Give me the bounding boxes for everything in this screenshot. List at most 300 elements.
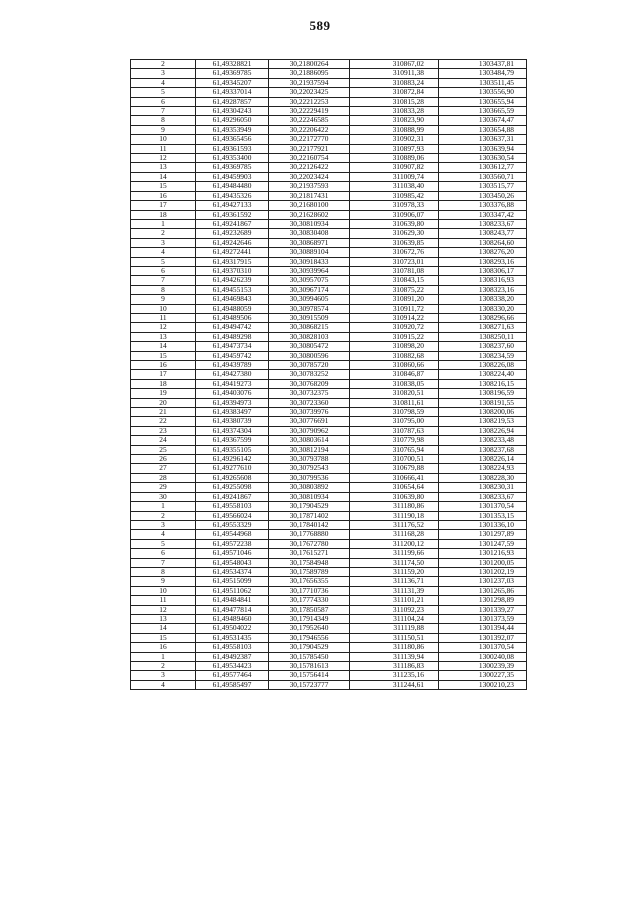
x-coordinate-cell: 310639,80: [350, 219, 439, 228]
longitude-cell: 30,30732375: [269, 389, 350, 398]
y-coordinate-cell: 1300239,39: [439, 662, 527, 671]
latitude-cell: 61,49242646: [196, 238, 269, 247]
x-coordinate-cell: 310883,24: [350, 78, 439, 87]
table-row: [131, 633, 527, 642]
point-number-cell: 17: [131, 370, 196, 379]
point-number-cell: 12: [131, 154, 196, 163]
point-number-cell: 16: [131, 643, 196, 652]
x-coordinate-cell: 310902,31: [350, 135, 439, 144]
y-coordinate-cell: 1308224,93: [439, 464, 527, 473]
point-number-cell: 11: [131, 596, 196, 605]
x-coordinate-cell: 311150,51: [350, 633, 439, 642]
point-number-cell: 5: [131, 257, 196, 266]
point-number-cell: 2: [131, 662, 196, 671]
table-row: [131, 332, 527, 341]
x-coordinate-cell: 310872,84: [350, 88, 439, 97]
latitude-cell: 61,49296142: [196, 455, 269, 464]
table-row: [131, 135, 527, 144]
point-number-cell: 7: [131, 107, 196, 116]
y-coordinate-cell: 1308276,20: [439, 248, 527, 257]
table-row: [131, 342, 527, 351]
latitude-cell: 61,49494742: [196, 323, 269, 332]
y-coordinate-cell: 1303556,90: [439, 88, 527, 97]
point-number-cell: 12: [131, 605, 196, 614]
point-number-cell: 1: [131, 502, 196, 511]
x-coordinate-cell: 311104,24: [350, 614, 439, 623]
table-row: [131, 351, 527, 360]
latitude-cell: 61,49296050: [196, 116, 269, 125]
x-coordinate-cell: 310639,85: [350, 238, 439, 247]
longitude-cell: 30,15723777: [269, 680, 350, 689]
latitude-cell: 61,49488059: [196, 304, 269, 313]
point-number-cell: 24: [131, 436, 196, 445]
longitude-cell: 30,30723360: [269, 398, 350, 407]
y-coordinate-cell: 1308233,67: [439, 492, 527, 501]
longitude-cell: 30,21680100: [269, 201, 350, 210]
point-number-cell: 5: [131, 88, 196, 97]
latitude-cell: 61,49489460: [196, 614, 269, 623]
latitude-cell: 61,49361593: [196, 144, 269, 153]
longitude-cell: 30,17774330: [269, 596, 350, 605]
point-number-cell: 18: [131, 379, 196, 388]
coordinates-table: [130, 59, 527, 690]
longitude-cell: 30,30803892: [269, 483, 350, 492]
latitude-cell: 61,49353949: [196, 125, 269, 134]
point-number-cell: 4: [131, 530, 196, 539]
table-row: [131, 436, 527, 445]
y-coordinate-cell: 1308323,16: [439, 285, 527, 294]
y-coordinate-cell: 1303437,81: [439, 60, 527, 69]
longitude-cell: 30,17914349: [269, 614, 350, 623]
x-coordinate-cell: 310911,72: [350, 304, 439, 313]
point-number-cell: 15: [131, 351, 196, 360]
x-coordinate-cell: 311101,21: [350, 596, 439, 605]
y-coordinate-cell: 1308293,16: [439, 257, 527, 266]
latitude-cell: 61,49504022: [196, 624, 269, 633]
x-coordinate-cell: 311199,66: [350, 549, 439, 558]
latitude-cell: 61,49328821: [196, 60, 269, 69]
longitude-cell: 30,30978574: [269, 304, 350, 313]
y-coordinate-cell: 1300227,35: [439, 671, 527, 680]
point-number-cell: 3: [131, 238, 196, 247]
y-coordinate-cell: 1303347,42: [439, 210, 527, 219]
y-coordinate-cell: 1303655,94: [439, 97, 527, 106]
longitude-cell: 30,17952640: [269, 624, 350, 633]
y-coordinate-cell: 1303376,88: [439, 201, 527, 210]
point-number-cell: 4: [131, 78, 196, 87]
x-coordinate-cell: 310787,63: [350, 426, 439, 435]
latitude-cell: 61,49534423: [196, 662, 269, 671]
y-coordinate-cell: 1300240,08: [439, 652, 527, 661]
x-coordinate-cell: 310779,98: [350, 436, 439, 445]
latitude-cell: 61,49544968: [196, 530, 269, 539]
x-coordinate-cell: 310875,22: [350, 285, 439, 294]
point-number-cell: 22: [131, 417, 196, 426]
table-row: [131, 596, 527, 605]
y-coordinate-cell: 1308264,60: [439, 238, 527, 247]
x-coordinate-cell: 311176,52: [350, 520, 439, 529]
table-row: [131, 125, 527, 134]
y-coordinate-cell: 1308330,20: [439, 304, 527, 313]
x-coordinate-cell: 310795,00: [350, 417, 439, 426]
longitude-cell: 30,17615271: [269, 549, 350, 558]
latitude-cell: 61,49374304: [196, 426, 269, 435]
y-coordinate-cell: 1308237,60: [439, 342, 527, 351]
y-coordinate-cell: 1301265,86: [439, 586, 527, 595]
longitude-cell: 30,22160754: [269, 154, 350, 163]
point-number-cell: 18: [131, 210, 196, 219]
latitude-cell: 61,49477814: [196, 605, 269, 614]
table-row: [131, 398, 527, 407]
longitude-cell: 30,17656355: [269, 577, 350, 586]
y-coordinate-cell: 1308296,66: [439, 313, 527, 322]
point-number-cell: 8: [131, 285, 196, 294]
x-coordinate-cell: 311136,71: [350, 577, 439, 586]
latitude-cell: 61,49394973: [196, 398, 269, 407]
latitude-cell: 61,49558103: [196, 502, 269, 511]
point-number-cell: 3: [131, 671, 196, 680]
x-coordinate-cell: 310911,38: [350, 69, 439, 78]
y-coordinate-cell: 1308219,53: [439, 417, 527, 426]
latitude-cell: 61,49419273: [196, 379, 269, 388]
y-coordinate-cell: 1301392,07: [439, 633, 527, 642]
longitude-cell: 30,30868215: [269, 323, 350, 332]
table-row: [131, 624, 527, 633]
table-row: [131, 464, 527, 473]
point-number-cell: 4: [131, 248, 196, 257]
table-row: [131, 257, 527, 266]
point-number-cell: 12: [131, 323, 196, 332]
x-coordinate-cell: 310867,02: [350, 60, 439, 69]
x-coordinate-cell: 311038,40: [350, 182, 439, 191]
latitude-cell: 61,49255098: [196, 483, 269, 492]
point-number-cell: 7: [131, 558, 196, 567]
latitude-cell: 61,49553329: [196, 520, 269, 529]
point-number-cell: 3: [131, 520, 196, 529]
table-row: [131, 60, 527, 69]
latitude-cell: 61,49435326: [196, 191, 269, 200]
point-number-cell: 10: [131, 135, 196, 144]
longitude-cell: 30,30790962: [269, 426, 350, 435]
point-number-cell: 14: [131, 624, 196, 633]
latitude-cell: 61,49337014: [196, 88, 269, 97]
y-coordinate-cell: 1308226,94: [439, 426, 527, 435]
page-number: 589: [309, 18, 331, 33]
latitude-cell: 61,49403076: [196, 389, 269, 398]
longitude-cell: 30,17589789: [269, 567, 350, 576]
table-row: [131, 191, 527, 200]
point-number-cell: 23: [131, 426, 196, 435]
y-coordinate-cell: 1300210,23: [439, 680, 527, 689]
latitude-cell: 61,49439789: [196, 361, 269, 370]
point-number-cell: 2: [131, 60, 196, 69]
latitude-cell: 61,49566024: [196, 511, 269, 520]
point-number-cell: 14: [131, 172, 196, 181]
y-coordinate-cell: 1308316,93: [439, 276, 527, 285]
table-row: [131, 652, 527, 661]
table-row: [131, 520, 527, 529]
x-coordinate-cell: 311200,12: [350, 539, 439, 548]
longitude-cell: 30,30803614: [269, 436, 350, 445]
table-row: [131, 154, 527, 163]
longitude-cell: 30,17584948: [269, 558, 350, 567]
longitude-cell: 30,17871402: [269, 511, 350, 520]
x-coordinate-cell: 310906,07: [350, 210, 439, 219]
point-number-cell: 15: [131, 633, 196, 642]
table-row: [131, 97, 527, 106]
table-row: [131, 201, 527, 210]
table-row: [131, 680, 527, 689]
x-coordinate-cell: 311186,83: [350, 662, 439, 671]
y-coordinate-cell: 1308224,40: [439, 370, 527, 379]
longitude-cell: 30,30868971: [269, 238, 350, 247]
latitude-cell: 61,49383497: [196, 408, 269, 417]
latitude-cell: 61,49369785: [196, 163, 269, 172]
longitude-cell: 30,30768209: [269, 379, 350, 388]
table-row: [131, 323, 527, 332]
point-number-cell: 13: [131, 163, 196, 172]
point-number-cell: 1: [131, 652, 196, 661]
table-row: [131, 379, 527, 388]
y-coordinate-cell: 1308226,08: [439, 361, 527, 370]
longitude-cell: 30,22177921: [269, 144, 350, 153]
x-coordinate-cell: 311139,94: [350, 652, 439, 661]
longitude-cell: 30,22126422: [269, 163, 350, 172]
latitude-cell: 61,49287857: [196, 97, 269, 106]
x-coordinate-cell: 311235,16: [350, 671, 439, 680]
x-coordinate-cell: 310823,90: [350, 116, 439, 125]
latitude-cell: 61,49484841: [196, 596, 269, 605]
point-number-cell: 10: [131, 586, 196, 595]
table-row: [131, 549, 527, 558]
x-coordinate-cell: 311009,74: [350, 172, 439, 181]
longitude-cell: 30,30783252: [269, 370, 350, 379]
table-row: [131, 210, 527, 219]
x-coordinate-cell: 311180,86: [350, 502, 439, 511]
longitude-cell: 30,21800264: [269, 60, 350, 69]
y-coordinate-cell: 1308200,06: [439, 408, 527, 417]
x-coordinate-cell: 310679,88: [350, 464, 439, 473]
latitude-cell: 61,49492387: [196, 652, 269, 661]
longitude-cell: 30,22172770: [269, 135, 350, 144]
latitude-cell: 61,49427380: [196, 370, 269, 379]
longitude-cell: 30,21628602: [269, 210, 350, 219]
y-coordinate-cell: 1308191,55: [439, 398, 527, 407]
longitude-cell: 30,30939964: [269, 266, 350, 275]
table-row: [131, 144, 527, 153]
point-number-cell: 6: [131, 266, 196, 275]
point-number-cell: 2: [131, 511, 196, 520]
y-coordinate-cell: 1303484,79: [439, 69, 527, 78]
latitude-cell: 61,49548043: [196, 558, 269, 567]
y-coordinate-cell: 1303612,77: [439, 163, 527, 172]
latitude-cell: 61,49355105: [196, 445, 269, 454]
table-row: [131, 455, 527, 464]
table-row: [131, 361, 527, 370]
point-number-cell: 20: [131, 398, 196, 407]
latitude-cell: 61,49369785: [196, 69, 269, 78]
table-row: [131, 530, 527, 539]
y-coordinate-cell: 1308226,14: [439, 455, 527, 464]
x-coordinate-cell: 310846,87: [350, 370, 439, 379]
point-number-cell: 9: [131, 295, 196, 304]
y-coordinate-cell: 1301394,44: [439, 624, 527, 633]
x-coordinate-cell: 310843,15: [350, 276, 439, 285]
x-coordinate-cell: 311174,50: [350, 558, 439, 567]
y-coordinate-cell: 1308237,68: [439, 445, 527, 454]
latitude-cell: 61,49489298: [196, 332, 269, 341]
longitude-cell: 30,21886095: [269, 69, 350, 78]
table-row: [131, 69, 527, 78]
table-row: [131, 248, 527, 257]
latitude-cell: 61,49272441: [196, 248, 269, 257]
point-number-cell: 15: [131, 182, 196, 191]
table-row: [131, 643, 527, 652]
y-coordinate-cell: 1308338,20: [439, 295, 527, 304]
longitude-cell: 30,17850587: [269, 605, 350, 614]
y-coordinate-cell: 1301336,10: [439, 520, 527, 529]
y-coordinate-cell: 1303665,59: [439, 107, 527, 116]
longitude-cell: 30,17768880: [269, 530, 350, 539]
point-number-cell: 9: [131, 125, 196, 134]
table-row: [131, 473, 527, 482]
table-row: [131, 605, 527, 614]
x-coordinate-cell: 310920,72: [350, 323, 439, 332]
x-coordinate-cell: 310907,82: [350, 163, 439, 172]
x-coordinate-cell: 310882,68: [350, 351, 439, 360]
point-number-cell: 13: [131, 332, 196, 341]
y-coordinate-cell: 1303639,94: [439, 144, 527, 153]
longitude-cell: 30,17710736: [269, 586, 350, 595]
table-row: [131, 78, 527, 87]
latitude-cell: 61,49317915: [196, 257, 269, 266]
point-number-cell: 13: [131, 614, 196, 623]
longitude-cell: 30,30812194: [269, 445, 350, 454]
y-coordinate-cell: 1303637,31: [439, 135, 527, 144]
table-row: [131, 671, 527, 680]
longitude-cell: 30,15781613: [269, 662, 350, 671]
table-row: [131, 313, 527, 322]
x-coordinate-cell: 310897,93: [350, 144, 439, 153]
latitude-cell: 61,49241867: [196, 219, 269, 228]
point-number-cell: 3: [131, 69, 196, 78]
table-row: [131, 408, 527, 417]
point-number-cell: 6: [131, 97, 196, 106]
point-number-cell: 10: [131, 304, 196, 313]
table-row: [131, 229, 527, 238]
longitude-cell: 30,30830408: [269, 229, 350, 238]
table-row: [131, 172, 527, 181]
y-coordinate-cell: 1308196,59: [439, 389, 527, 398]
table-row: [131, 417, 527, 426]
point-number-cell: 17: [131, 201, 196, 210]
table-row: [131, 285, 527, 294]
table-row: [131, 539, 527, 548]
latitude-cell: 61,49241867: [196, 492, 269, 501]
latitude-cell: 61,49484480: [196, 182, 269, 191]
table-row: [131, 266, 527, 275]
longitude-cell: 30,22229419: [269, 107, 350, 116]
longitude-cell: 30,15756414: [269, 671, 350, 680]
latitude-cell: 61,49531435: [196, 633, 269, 642]
longitude-cell: 30,30810934: [269, 219, 350, 228]
y-coordinate-cell: 1303674,47: [439, 116, 527, 125]
longitude-cell: 30,30800596: [269, 351, 350, 360]
longitude-cell: 30,22212253: [269, 97, 350, 106]
latitude-cell: 61,49534374: [196, 567, 269, 576]
latitude-cell: 61,49361592: [196, 210, 269, 219]
table-row: [131, 276, 527, 285]
latitude-cell: 61,49571046: [196, 549, 269, 558]
latitude-cell: 61,49473734: [196, 342, 269, 351]
x-coordinate-cell: 311190,18: [350, 511, 439, 520]
latitude-cell: 61,49558103: [196, 643, 269, 652]
latitude-cell: 61,49370310: [196, 266, 269, 275]
y-coordinate-cell: 1303511,45: [439, 78, 527, 87]
y-coordinate-cell: 1303654,88: [439, 125, 527, 134]
x-coordinate-cell: 310815,28: [350, 97, 439, 106]
y-coordinate-cell: 1308230,31: [439, 483, 527, 492]
x-coordinate-cell: 310811,61: [350, 398, 439, 407]
point-number-cell: 26: [131, 455, 196, 464]
longitude-cell: 30,22023425: [269, 88, 350, 97]
longitude-cell: 30,30793788: [269, 455, 350, 464]
table-row: [131, 558, 527, 567]
longitude-cell: 30,15785450: [269, 652, 350, 661]
y-coordinate-cell: 1308250,11: [439, 332, 527, 341]
latitude-cell: 61,49577464: [196, 671, 269, 680]
point-number-cell: 27: [131, 464, 196, 473]
x-coordinate-cell: 311092,23: [350, 605, 439, 614]
longitude-cell: 30,30785720: [269, 361, 350, 370]
point-number-cell: 29: [131, 483, 196, 492]
table-row: [131, 88, 527, 97]
y-coordinate-cell: 1308234,59: [439, 351, 527, 360]
x-coordinate-cell: 310654,64: [350, 483, 439, 492]
x-coordinate-cell: 310833,28: [350, 107, 439, 116]
table-row: [131, 586, 527, 595]
x-coordinate-cell: 310898,20: [350, 342, 439, 351]
table-row: [131, 116, 527, 125]
x-coordinate-cell: 310889,06: [350, 154, 439, 163]
latitude-cell: 61,49511062: [196, 586, 269, 595]
longitude-cell: 30,17840142: [269, 520, 350, 529]
x-coordinate-cell: 310915,22: [350, 332, 439, 341]
table-row: [131, 426, 527, 435]
point-number-cell: 16: [131, 191, 196, 200]
table-row: [131, 511, 527, 520]
latitude-cell: 61,49353400: [196, 154, 269, 163]
point-number-cell: 28: [131, 473, 196, 482]
longitude-cell: 30,30739976: [269, 408, 350, 417]
x-coordinate-cell: 310639,80: [350, 492, 439, 501]
point-number-cell: 1: [131, 219, 196, 228]
latitude-cell: 61,49515099: [196, 577, 269, 586]
y-coordinate-cell: 1308228,30: [439, 473, 527, 482]
longitude-cell: 30,21937594: [269, 78, 350, 87]
table-row: [131, 182, 527, 191]
table-row: [131, 577, 527, 586]
longitude-cell: 30,30957075: [269, 276, 350, 285]
longitude-cell: 30,30915509: [269, 313, 350, 322]
table-row: [131, 238, 527, 247]
y-coordinate-cell: 1303630,54: [439, 154, 527, 163]
table-row: [131, 567, 527, 576]
y-coordinate-cell: 1303450,26: [439, 191, 527, 200]
x-coordinate-cell: 310765,94: [350, 445, 439, 454]
x-coordinate-cell: 310838,05: [350, 379, 439, 388]
x-coordinate-cell: 310666,41: [350, 473, 439, 482]
